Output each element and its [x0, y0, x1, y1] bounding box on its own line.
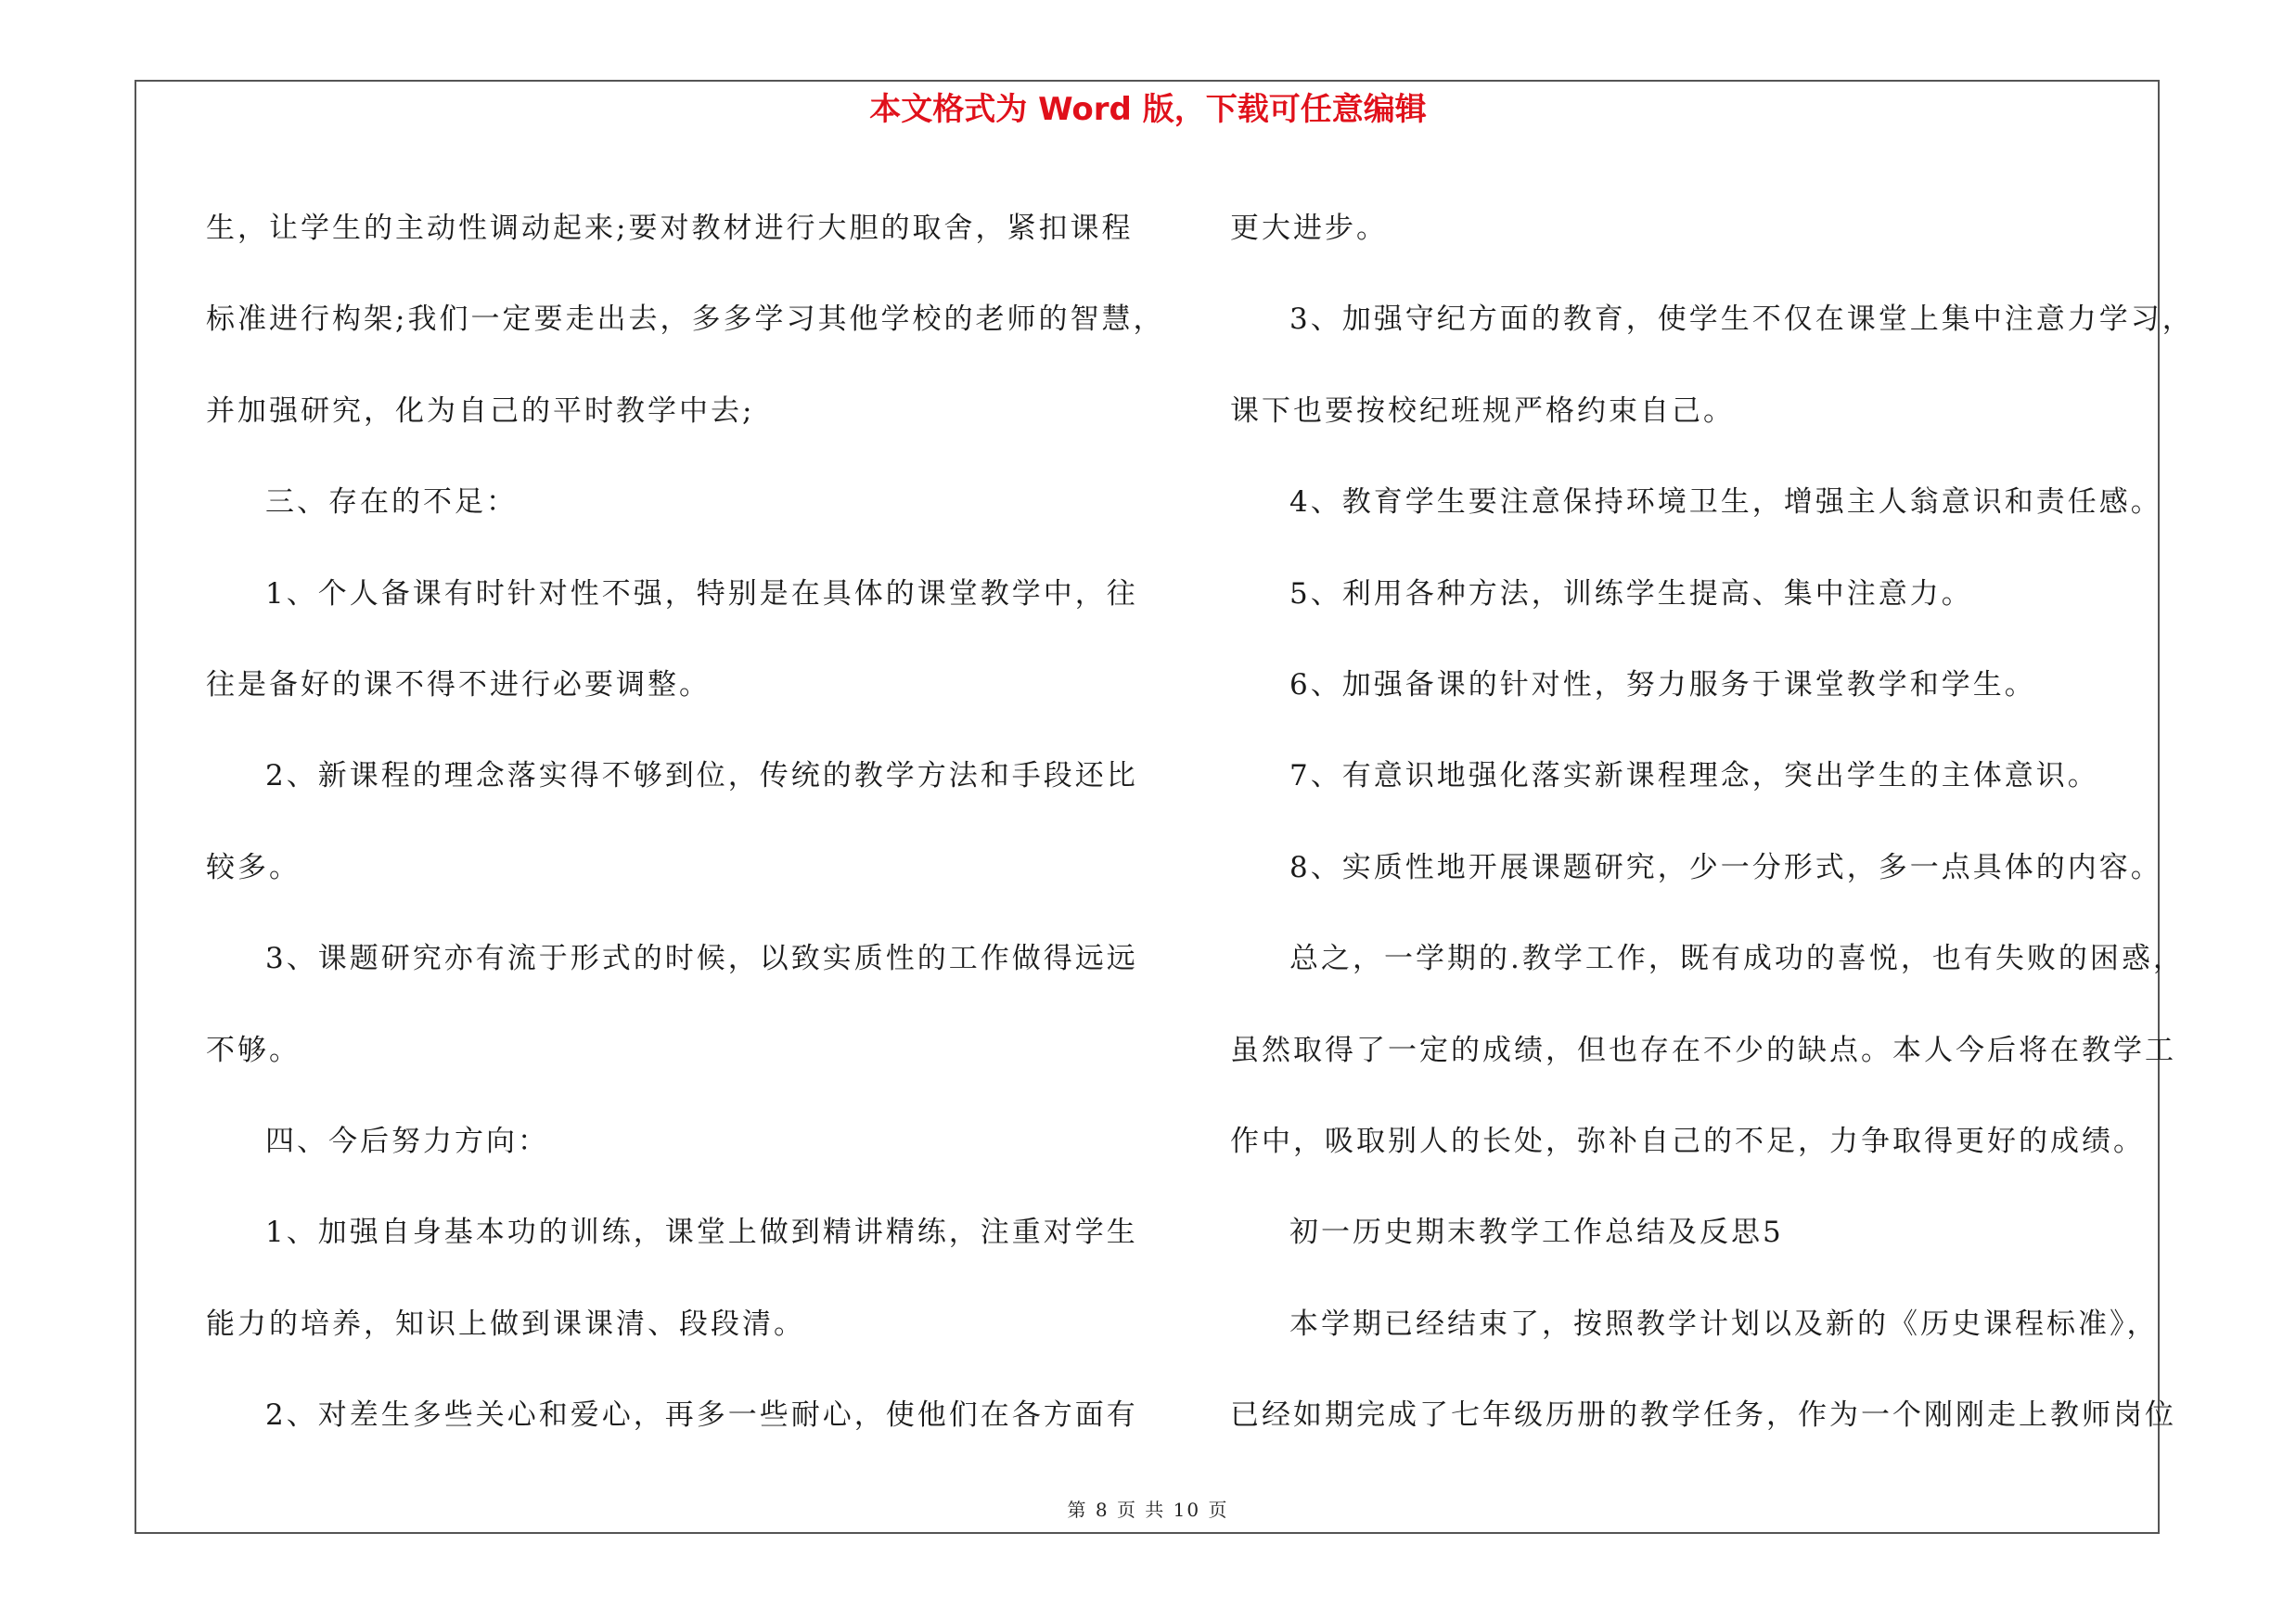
header-banner: 本文格式为 Word 版，下载可任意编辑 — [869, 91, 1427, 128]
text-line: 更大进步。 — [1230, 212, 1388, 245]
text-line: 虽然取得了一定的成绩，但也存在不少的缺点。本人今后将在教学工 — [1230, 1033, 2176, 1067]
text-line: 较多。 — [206, 850, 301, 884]
text-line: 作中，吸取别人的长处，弥补自己的不足，力争取得更好的成绩。 — [1230, 1124, 2145, 1158]
text-line: 初一历史期末教学工作总结及反思5 — [1289, 1216, 1784, 1250]
text-line: 2、对差生多些关心和爱心，再多一些耐心，使他们在各方面有 — [265, 1398, 1138, 1433]
text-line: 8、实质性地开展课题研究，少一分形式，多一点具体的内容。 — [1289, 850, 2162, 884]
text-line: 2、新课程的理念落实得不够到位，传统的教学方法和手段还比 — [265, 759, 1138, 793]
text-line: 四、今后努力方向： — [265, 1124, 549, 1158]
text-line: 1、个人备课有时针对性不强，特别是在具体的课堂教学中，往 — [265, 576, 1138, 611]
text-line: 能力的培养，知识上做到课课清、段段清。 — [206, 1307, 805, 1341]
text-line: 3、加强守纪方面的教育，使学生不仅在课堂上集中注意力学习， — [1289, 303, 2194, 337]
text-line: 不够。 — [206, 1033, 301, 1067]
text-line: 7、有意识地强化落实新课程理念，突出学生的主体意识。 — [1289, 759, 2099, 793]
text-line: 1、加强自身基本功的训练，课堂上做到精讲精练，注重对学生 — [265, 1216, 1138, 1250]
text-line: 4、教育学生要注意保持环境卫生，增强主人翁意识和责任感。 — [1289, 485, 2162, 520]
text-line: 往是备好的课不得不进行必要调整。 — [206, 667, 711, 702]
text-line: 三、存在的不足： — [265, 485, 518, 520]
left-column — [206, 183, 1165, 1461]
page-number: 第 8 页 共 10 页 — [1067, 1499, 1229, 1521]
text-line: 本学期已经结束了，按照教学计划以及新的《历史课程标准》， — [1289, 1307, 2159, 1341]
text-line: 总之，一学期的.教学工作，既有成功的喜悦，也有失败的困惑， — [1289, 942, 2185, 976]
text-line: 6、加强备课的针对性，努力服务于课堂教学和学生。 — [1289, 667, 2036, 702]
text-line: 课下也要按校纪班规严格约束自己。 — [1230, 393, 1735, 428]
text-line: 5、利用各种方法，训练学生提高、集中注意力。 — [1289, 576, 1973, 611]
text-line: 已经如期完成了七年级历册的教学任务，作为一个刚刚走上教师岗位 — [1230, 1398, 2176, 1433]
text-line: 生，让学生的主动性调动起来;要对教材进行大胆的取舍，紧扣课程 — [206, 212, 1134, 245]
text-line: 并加强研究，化为自己的平时教学中去; — [206, 393, 755, 428]
right-column — [1230, 183, 2194, 1461]
text-line: 3、课题研究亦有流于形式的时候，以致实质性的工作做得远远 — [265, 942, 1138, 976]
text-line: 标准进行构架;我们一定要走出去，多多学习其他学校的老师的智慧， — [206, 303, 1165, 337]
